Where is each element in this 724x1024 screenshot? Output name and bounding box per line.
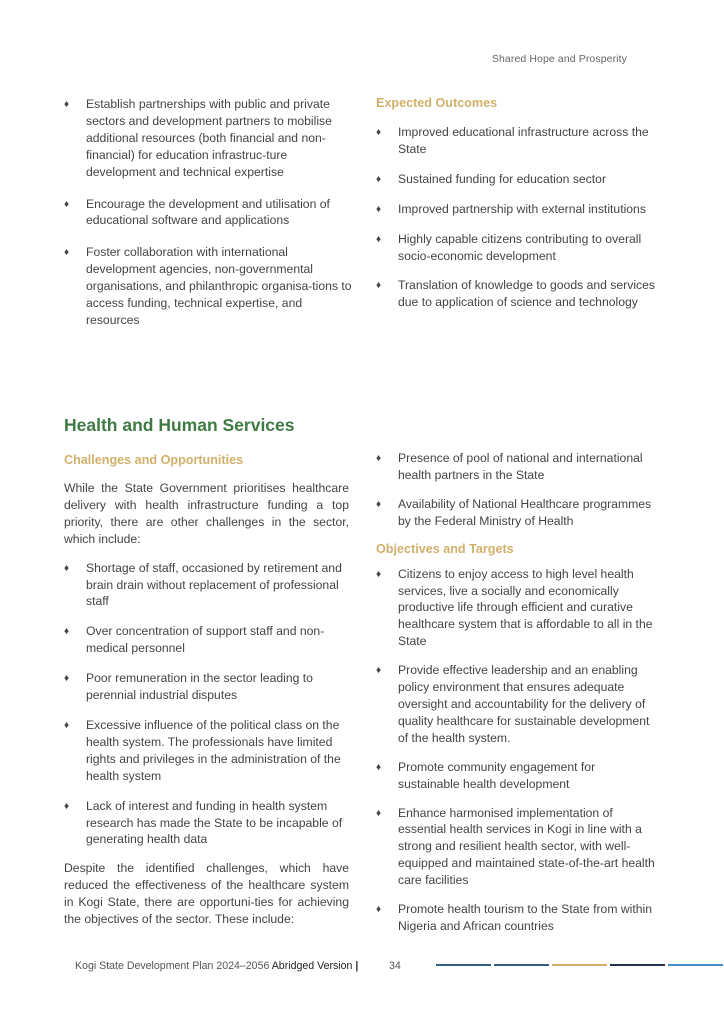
list-item: ♦ Excessive influence of the political class on the health system. The professionals have limited rights and privileges in the administration of the health system (64, 717, 341, 783)
footer-separator: | (355, 960, 359, 972)
list-item: ♦ Highly capable citizens contributing to overall socio-economic development (376, 231, 642, 263)
diamond-bullet-icon: ♦ (376, 203, 382, 215)
expected-outcomes-list (376, 124, 660, 311)
objectives-list (376, 566, 660, 935)
diamond-bullet-icon: ♦ (64, 198, 70, 210)
list-item: ♦ Shortage of staff, occasioned by retirement and brain drain without replacement of professional staff (64, 560, 342, 609)
diamond-bullet-icon: ♦ (376, 665, 382, 677)
education-strategies-list (64, 96, 354, 329)
diamond-bullet-icon: ♦ (64, 800, 70, 812)
list-item: ♦ Promote community engagement for sustainable health development (376, 759, 596, 791)
diamond-bullet-icon: ♦ (64, 247, 70, 259)
diamond-bullet-icon: ♦ (376, 127, 382, 138)
challenges-heading: Challenges and Opportunities (64, 453, 244, 467)
page-number: 34 (389, 960, 401, 972)
health-right-column (376, 450, 660, 935)
list-item: ♦ Translation of knowledge to goods and services due to application of science and technology (376, 278, 655, 310)
list-item: ♦ Establish partnerships with public and private sectors and development partners to mobilise additional resources (both financial and non-financial) for education infrastruc-ture development and technical expertise (64, 97, 332, 179)
health-left-column (64, 453, 349, 928)
list-item: ♦ Promote health tourism to the State from within Nigeria and African countries (376, 902, 653, 933)
footer-title (75, 960, 358, 972)
list-item: ♦ Sustained funding for education sector (376, 171, 660, 188)
diamond-bullet-icon: ♦ (376, 498, 382, 510)
diamond-bullet-icon: ♦ (376, 453, 382, 464)
diamond-bullet-icon: ♦ (376, 904, 382, 916)
list-item: ♦ Improved educational infrastructure across the State (376, 125, 649, 156)
diamond-bullet-icon: ♦ (64, 626, 70, 638)
list-item: ♦ Citizens to enjoy access to high level health services, live a socially and economically productive life through efficient and curative healthcare system that is affordable to all in the State (376, 566, 653, 649)
footer-line (610, 964, 665, 966)
list-item: ♦ Encourage the development and utilisation of educational software and applications (64, 196, 330, 228)
list-item: ♦ Presence of pool of national and international health partners in the State (376, 451, 643, 482)
diamond-bullet-icon: ♦ (376, 807, 382, 819)
list-item: ♦ Enhance harmonised implementation of essential health services in Kogi in line with a strong and resilient health sector, with well-equipped and maintained state-of-the-art health care facilities (376, 805, 655, 888)
footer-line (494, 964, 549, 966)
diamond-bullet-icon: ♦ (376, 233, 382, 245)
diamond-bullet-icon: ♦ (376, 761, 382, 773)
list-item: ♦ Foster collaboration with international development agencies, non-governmental organisations, and philanthropic organisa-tions to access funding, technical expertise, and resources (64, 245, 352, 327)
footer-line (552, 964, 607, 966)
diamond-bullet-icon: ♦ (64, 673, 70, 685)
diamond-bullet-icon: ♦ (64, 99, 70, 110)
section-title: Health and Human Services (64, 415, 295, 435)
list-item: ♦ Provide effective leadership and an enabling policy environment that ensures adequate oversight and accountability for the delivery of quality healthcare for sustainable development of the health system. (376, 663, 650, 745)
objectives-heading: Objectives and Targets (376, 541, 514, 556)
footer-doc-title: Kogi State Development Plan 2024–2056 (75, 960, 270, 972)
list-item: ♦ Availability of National Healthcare programmes by the Federal Ministry of Health (376, 496, 652, 528)
top-left-column (64, 96, 354, 329)
diamond-bullet-icon: ♦ (64, 562, 70, 574)
diamond-bullet-icon: ♦ (64, 719, 70, 731)
list-item: ♦ Poor remuneration in the sector leading to perennial industrial disputes (64, 671, 313, 703)
expected-outcomes-heading: Expected Outcomes (376, 96, 498, 110)
diamond-bullet-icon: ♦ (376, 568, 382, 580)
running-head: Shared Hope and Prosperity (491, 53, 627, 65)
opportunities-intro: Despite the identified challenges, which have reduced the effectiveness of the healthcare system in Kogi State, there are opportuni-ties for achieving the objectives of the sector. These include: (64, 861, 349, 927)
list-item: ♦ Over concentration of support staff and non-medical personnel (64, 624, 325, 656)
footer-decorative-lines (436, 964, 724, 967)
footer-version: Abridged Version (271, 960, 353, 972)
diamond-bullet-icon: ♦ (376, 280, 382, 292)
diamond-bullet-icon: ♦ (376, 173, 382, 185)
footer-line (668, 964, 723, 966)
list-item: ♦ Improved partnership with external institutions (376, 201, 660, 218)
footer-line (436, 964, 491, 966)
opportunities-list (376, 450, 660, 530)
expected-outcomes-column (376, 96, 660, 311)
challenges-list (64, 560, 349, 849)
list-item: ♦ Lack of interest and funding in health system research has made the State to be incapable of generating health data (64, 798, 343, 847)
challenges-intro: While the State Government prioritises healthcare delivery with health infrastructure funding a top priority, there are other challenges in the sector, which include: (64, 481, 349, 546)
